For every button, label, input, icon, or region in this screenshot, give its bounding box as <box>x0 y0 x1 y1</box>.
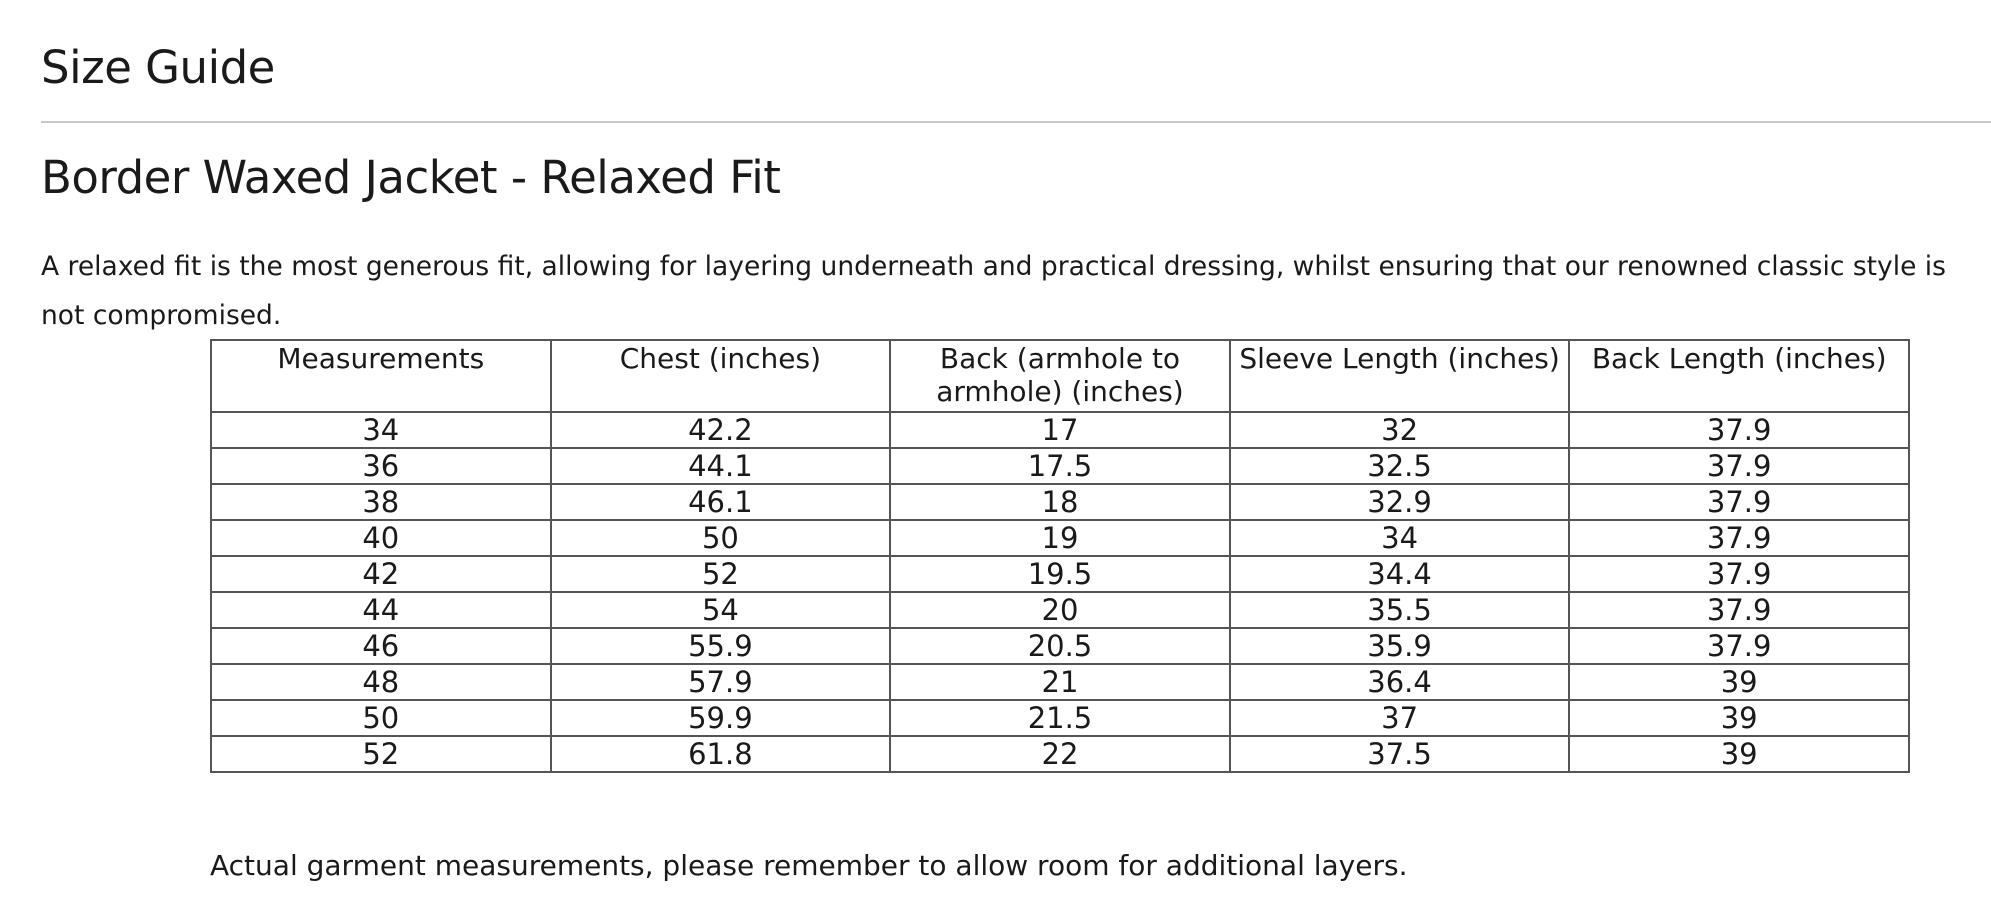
cell-back-length: 37.9 <box>1569 592 1909 628</box>
table-row <box>211 628 1909 664</box>
cell-back-length: 37.9 <box>1569 520 1909 556</box>
page-title: Size Guide <box>41 41 275 94</box>
table-row <box>211 412 1909 448</box>
cell-measurement: 52 <box>211 736 551 772</box>
header-measurements: Measurements <box>211 340 551 412</box>
cell-chest: 61.8 <box>551 736 891 772</box>
cell-measurement: 40 <box>211 520 551 556</box>
cell-back-width: 19.5 <box>890 556 1230 592</box>
cell-chest: 42.2 <box>551 412 891 448</box>
table-row <box>211 448 1909 484</box>
cell-sleeve-length: 36.4 <box>1230 664 1570 700</box>
cell-back-width: 19 <box>890 520 1230 556</box>
cell-back-length: 37.9 <box>1569 412 1909 448</box>
cell-back-width: 18 <box>890 484 1230 520</box>
cell-chest: 44.1 <box>551 448 891 484</box>
cell-measurement: 34 <box>211 412 551 448</box>
cell-sleeve-length: 37.5 <box>1230 736 1570 772</box>
cell-sleeve-length: 37 <box>1230 700 1570 736</box>
cell-back-length: 37.9 <box>1569 556 1909 592</box>
cell-back-length: 37.9 <box>1569 628 1909 664</box>
cell-measurement: 38 <box>211 484 551 520</box>
cell-chest: 52 <box>551 556 891 592</box>
header-sleeve-length: Sleeve Length (inches) <box>1230 340 1570 412</box>
cell-back-width: 21 <box>890 664 1230 700</box>
cell-back-width: 20.5 <box>890 628 1230 664</box>
table-row <box>211 664 1909 700</box>
title-divider <box>41 121 1991 123</box>
measurement-footnote: Actual garment measurements, please remember to allow room for additional layers. <box>210 849 1408 882</box>
size-table <box>210 339 1910 773</box>
cell-chest: 55.9 <box>551 628 891 664</box>
cell-sleeve-length: 34 <box>1230 520 1570 556</box>
cell-back-width: 20 <box>890 592 1230 628</box>
cell-back-width: 22 <box>890 736 1230 772</box>
cell-back-length: 39 <box>1569 700 1909 736</box>
header-back-length: Back Length (inches) <box>1569 340 1909 412</box>
cell-measurement: 46 <box>211 628 551 664</box>
cell-back-width: 17 <box>890 412 1230 448</box>
table-row <box>211 556 1909 592</box>
cell-sleeve-length: 34.4 <box>1230 556 1570 592</box>
cell-chest: 50 <box>551 520 891 556</box>
cell-back-length: 39 <box>1569 664 1909 700</box>
table-row <box>211 700 1909 736</box>
table-row <box>211 736 1909 772</box>
cell-back-length: 37.9 <box>1569 484 1909 520</box>
cell-chest: 57.9 <box>551 664 891 700</box>
cell-sleeve-length: 32 <box>1230 412 1570 448</box>
cell-back-length: 37.9 <box>1569 448 1909 484</box>
header-back-width: Back (armhole to armhole) (inches) <box>890 340 1230 412</box>
cell-sleeve-length: 35.5 <box>1230 592 1570 628</box>
table-row <box>211 592 1909 628</box>
cell-back-length: 39 <box>1569 736 1909 772</box>
cell-back-width: 21.5 <box>890 700 1230 736</box>
table-row <box>211 484 1909 520</box>
cell-measurement: 50 <box>211 700 551 736</box>
cell-back-width: 17.5 <box>890 448 1230 484</box>
cell-chest: 59.9 <box>551 700 891 736</box>
cell-chest: 46.1 <box>551 484 891 520</box>
cell-sleeve-length: 35.9 <box>1230 628 1570 664</box>
product-title: Border Waxed Jacket - Relaxed Fit <box>41 151 781 204</box>
cell-measurement: 36 <box>211 448 551 484</box>
fit-description: A relaxed fit is the most generous fit, allowing for layering underneath and practical dressing, whilst ensuring that our renowned classic style is not compromised. <box>41 251 1946 331</box>
cell-measurement: 42 <box>211 556 551 592</box>
table-row <box>211 520 1909 556</box>
cell-chest: 54 <box>551 592 891 628</box>
cell-sleeve-length: 32.9 <box>1230 484 1570 520</box>
size-table-header-row <box>211 340 1909 412</box>
cell-sleeve-length: 32.5 <box>1230 448 1570 484</box>
cell-measurement: 44 <box>211 592 551 628</box>
cell-measurement: 48 <box>211 664 551 700</box>
header-chest: Chest (inches) <box>551 340 891 412</box>
